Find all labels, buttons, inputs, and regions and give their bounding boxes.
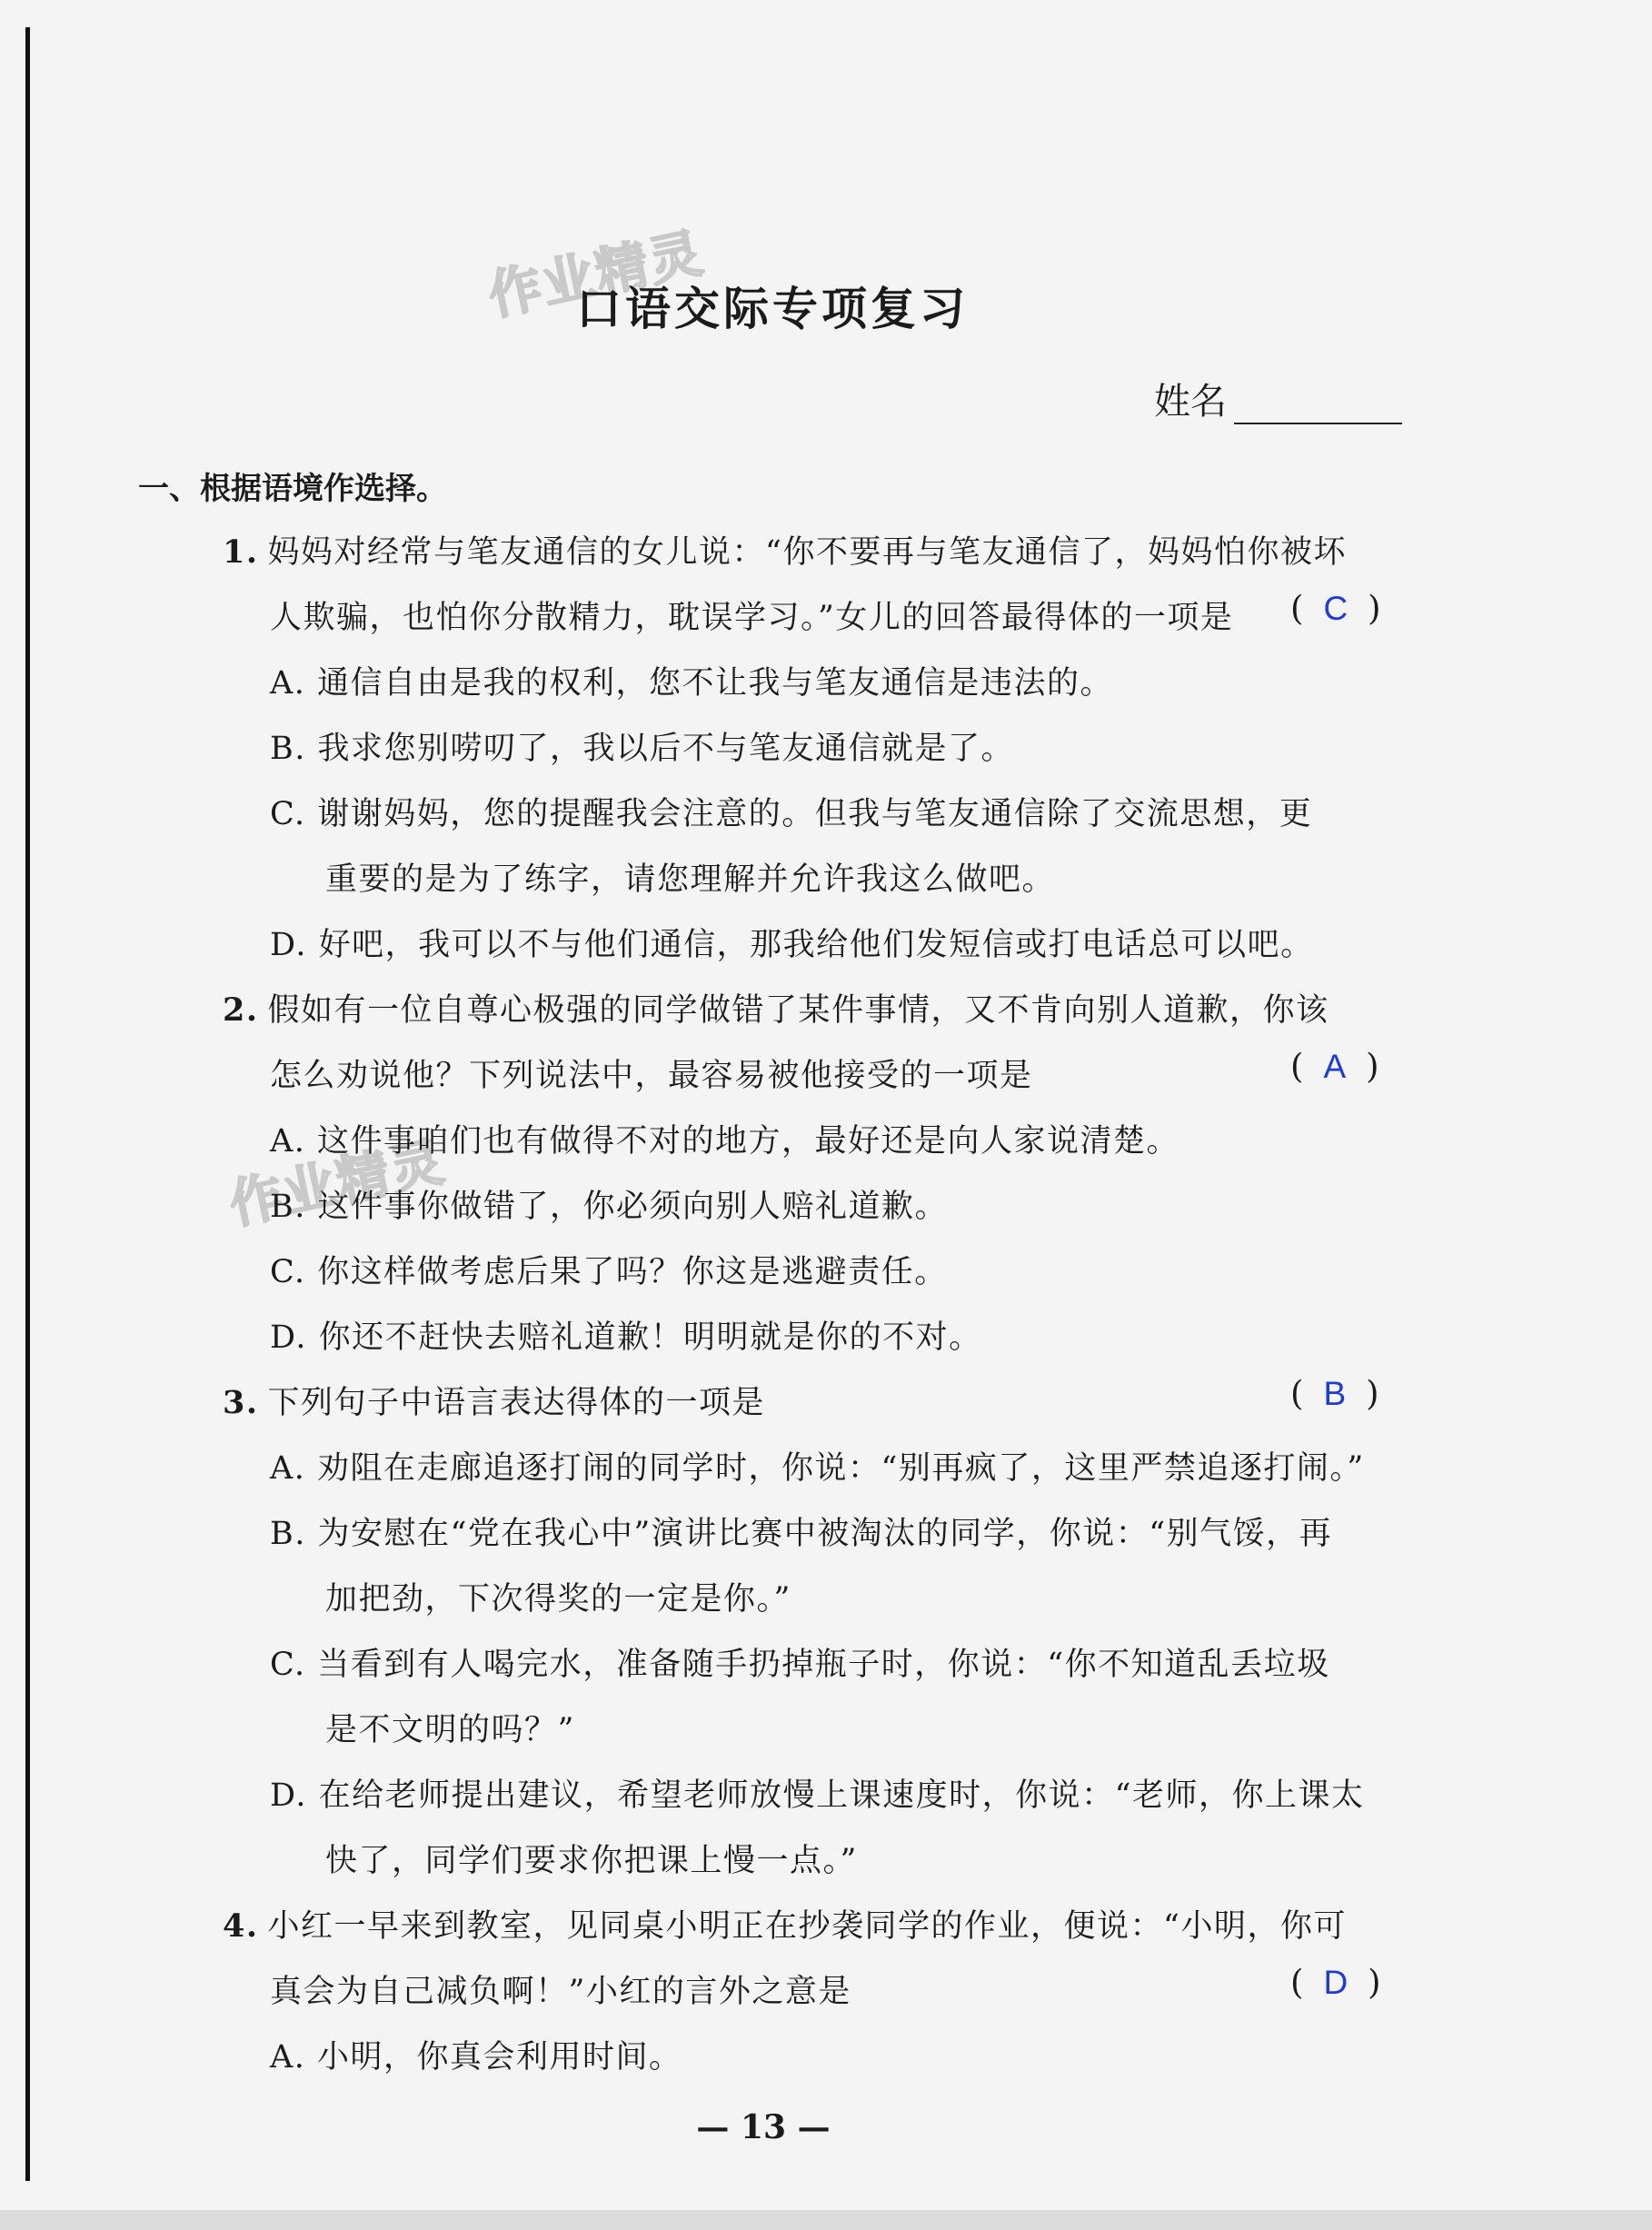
question-number: 4. (223, 1907, 259, 1945)
watermark-logo: 作业精灵 (483, 221, 710, 328)
question-text: 假如有一位自尊心极强的同学做错了某件事情，又不肯向别人道歉，你该 (267, 992, 1329, 1029)
question-4-answer (1290, 1963, 1381, 2002)
question-3-option-b: B. 为安慰在“党在我心中”演讲比赛中被淘汰的同学，你说：“别气馁，再 (270, 1516, 1333, 1552)
paren: ) (1366, 1374, 1379, 1413)
answer-letter: A (1323, 1048, 1347, 1085)
question-1-option-c-cont: 重要的是为了练字，请您理解并允许我这么做吧。 (325, 861, 1056, 898)
question-number: 3. (223, 1384, 259, 1421)
question-2-stem-line1 (223, 985, 1329, 1030)
question-2-option-a: A. 这件事咱们也有做得不对的地方，最好还是向人家说清楚。 (270, 1123, 1180, 1160)
question-3-option-b-cont: 加把劲，下次得奖的一定是你。” (325, 1581, 791, 1618)
watermark-logo: 作业精灵 (224, 1130, 451, 1237)
paren: ) (1368, 1963, 1381, 2002)
name-label: 姓名 (1154, 381, 1227, 423)
question-3-option-d-cont: 快了，同学们要求你把课上慢一点。” (325, 1843, 858, 1879)
paren: ) (1368, 589, 1381, 628)
question-3-option-d: D. 在给老师提出建议，希望老师放慢上课速度时，你说：“老师，你上课太 (270, 1777, 1365, 1814)
paren: ( (1290, 1963, 1304, 2002)
paren: ( (1290, 589, 1304, 628)
paren: ) (1366, 1047, 1379, 1086)
question-1-stem-line1 (223, 527, 1347, 572)
question-text: 下列句子中语言表达得体的一项是 (267, 1385, 766, 1421)
binding-line (25, 27, 30, 2181)
question-3-stem (223, 1378, 765, 1423)
paren: ( (1290, 1047, 1304, 1086)
question-4-stem-line1 (223, 1901, 1347, 1946)
question-3-option-a: A. 劝阻在走廊追逐打闹的同学时，你说：“别再疯了，这里严禁追逐打闹。” (270, 1450, 1365, 1487)
answer-letter: B (1323, 1375, 1347, 1412)
page-title: 口语交际专项复习 (576, 282, 969, 335)
question-text: 小红一早来到教室，见同桌小明正在抄袭同学的作业，便说：“小明，你可 (267, 1908, 1347, 1945)
question-1-option-d: D. 好吧，我可以不与他们通信，那我给他们发短信或打电话总可以吧。 (270, 927, 1314, 963)
question-4-option-a: A. 小明，你真会利用时间。 (270, 2039, 682, 2076)
question-number: 1. (223, 533, 259, 571)
question-1-answer (1290, 589, 1381, 628)
section-heading: 一、根据语境作选择。 (138, 471, 447, 507)
question-2-answer (1290, 1047, 1379, 1086)
question-text: 妈妈对经常与笔友通信的女儿说：“你不要再与笔友通信了，妈妈怕你被坏 (267, 534, 1347, 571)
question-1-option-b: B. 我求您别唠叨了，我以后不与笔友通信就是了。 (270, 731, 1014, 767)
name-blank[interactable] (1234, 386, 1402, 424)
name-field (1154, 373, 1402, 424)
question-3-option-c-cont: 是不文明的吗？” (325, 1712, 575, 1748)
question-4-stem-line2: 真会为自己减负啊！”小红的言外之意是 (270, 1974, 851, 2010)
question-3-answer (1290, 1374, 1379, 1413)
question-2-stem-line2: 怎么劝说他？下列说法中，最容易被他接受的一项是 (270, 1058, 1033, 1094)
page-number: — 13 — (696, 2108, 831, 2146)
question-2-option-c: C. 你这样做考虑后果了吗？你这是逃避责任。 (270, 1254, 948, 1290)
answer-letter: C (1323, 590, 1348, 627)
answer-letter: D (1323, 1964, 1348, 2001)
page-edge (0, 2210, 1652, 2230)
question-2-option-d: D. 你还不赶快去赔礼道歉！明明就是你的不对。 (270, 1319, 982, 1356)
question-1-stem-line2: 人欺骗，也怕你分散精力，耽误学习。”女儿的回答最得体的一项是 (270, 600, 1234, 636)
question-3-option-c: C. 当看到有人喝完水，准备随手扔掉瓶子时，你说：“你不知道乱丢垃圾 (270, 1647, 1330, 1683)
question-number: 2. (223, 991, 259, 1029)
paren: ( (1290, 1374, 1304, 1413)
question-1-option-a: A. 通信自由是我的权利，您不让我与笔友通信是违法的。 (270, 665, 1114, 702)
question-1-option-c: C. 谢谢妈妈，您的提醒我会注意的。但我与笔友通信除了交流思想，更 (270, 796, 1313, 832)
question-2-option-b: B. 这件事你做错了，你必须向别人赔礼道歉。 (270, 1189, 948, 1225)
